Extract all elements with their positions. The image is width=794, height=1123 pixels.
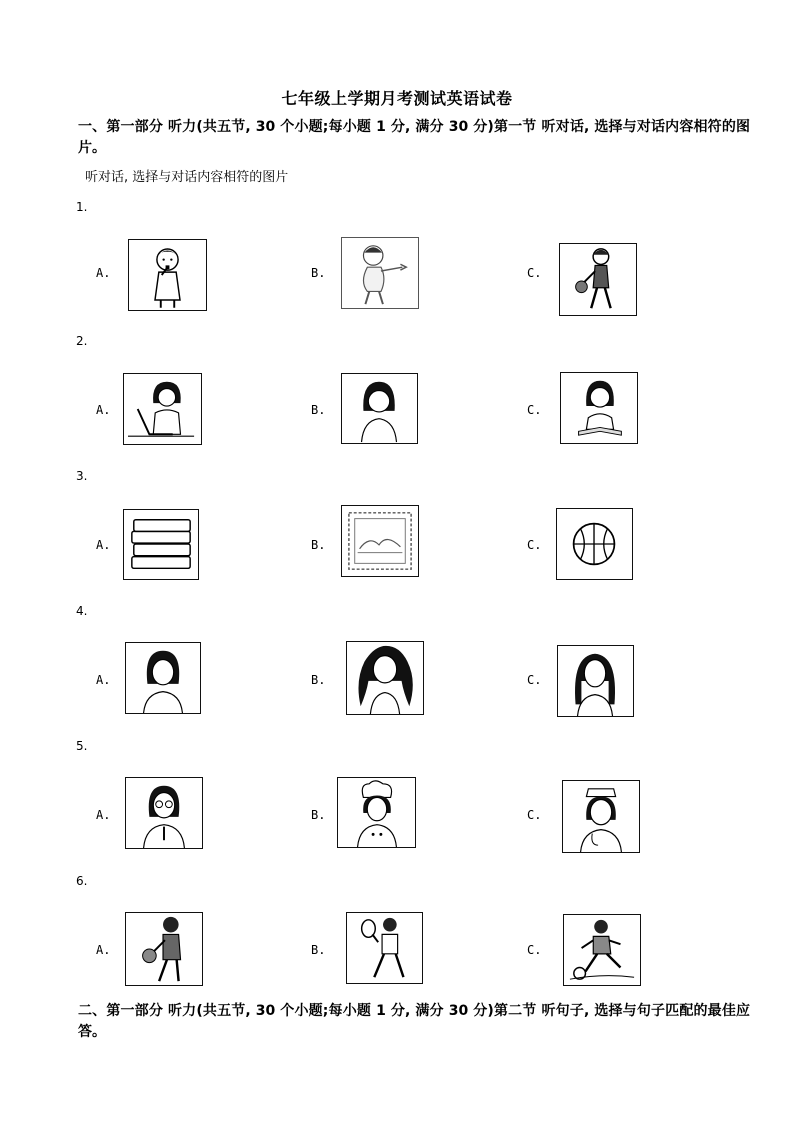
boy-pointing-icon xyxy=(342,238,418,308)
option-b-image[interactable] xyxy=(341,373,418,444)
option-a-label: A. xyxy=(96,403,111,417)
question-number: 5. xyxy=(76,739,88,753)
option-b-label: B. xyxy=(311,266,326,280)
chef-icon xyxy=(338,778,415,847)
girl-reading-book-icon xyxy=(561,373,637,443)
option-c-image[interactable] xyxy=(557,645,634,717)
option-b-label: B. xyxy=(311,808,326,822)
option-c-label: C. xyxy=(527,538,542,552)
boy-pointing-mouth-icon xyxy=(129,240,206,310)
option-c-image[interactable] xyxy=(563,914,641,986)
boy-dribbling-basketball-icon xyxy=(126,913,202,985)
section-one-heading: 一、第一部分 听力(共五节, 30 个小题;每小题 1 分, 满分 30 分)第一节 听对话, 选择与对话内容相符的图片。 xyxy=(78,119,750,156)
option-a-image[interactable] xyxy=(125,912,203,986)
option-a-image[interactable] xyxy=(123,509,199,580)
option-c-image[interactable] xyxy=(559,243,637,316)
option-c-image[interactable] xyxy=(556,508,633,580)
option-c-label: C. xyxy=(527,808,542,822)
option-b-label: B. xyxy=(311,403,326,417)
option-a-image[interactable] xyxy=(123,373,202,445)
option-a-label: A. xyxy=(96,808,111,822)
option-b-image[interactable] xyxy=(346,912,423,984)
section-two-heading: 二、第一部分 听力(共五节, 30 个小题;每小题 1 分, 满分 30 分)第二节 听句子, 选择与句子匹配的最佳应答。 xyxy=(78,1003,750,1040)
option-b-label: B. xyxy=(311,943,326,957)
instruction-text: 听对话, 选择与对话内容相符的图片 xyxy=(85,170,289,185)
boy-playing-tennis-icon xyxy=(347,913,422,983)
question-number: 6. xyxy=(76,874,88,888)
option-b-label: B. xyxy=(311,673,326,687)
option-b-image[interactable] xyxy=(341,237,419,309)
option-a-label: A. xyxy=(96,266,111,280)
nurse-icon xyxy=(563,781,639,852)
girl-using-laptop-icon xyxy=(124,374,201,444)
basketball-icon xyxy=(557,509,632,579)
question-number: 4. xyxy=(76,604,88,618)
long-hair-woman-icon xyxy=(558,646,633,716)
option-c-image[interactable] xyxy=(562,780,640,853)
page-title: 七年级上学期月考测试英语试卷 xyxy=(281,89,513,108)
teacher-with-glasses-icon xyxy=(126,778,202,848)
books-icon xyxy=(124,510,198,579)
option-c-label: C. xyxy=(527,266,542,280)
option-c-label: C. xyxy=(527,943,542,957)
question-number: 3. xyxy=(76,469,88,483)
question-number: 2. xyxy=(76,334,88,348)
option-a-image[interactable] xyxy=(128,239,207,311)
boy-playing-basketball-icon xyxy=(560,244,636,315)
option-b-image[interactable] xyxy=(346,641,424,715)
option-a-label: A. xyxy=(96,538,111,552)
option-b-image[interactable] xyxy=(337,777,416,848)
stamp-icon xyxy=(342,506,418,576)
option-c-label: C. xyxy=(527,403,542,417)
option-a-label: A. xyxy=(96,943,111,957)
option-a-label: A. xyxy=(96,673,111,687)
option-b-label: B. xyxy=(311,538,326,552)
option-a-image[interactable] xyxy=(125,777,203,849)
question-number: 1. xyxy=(76,200,88,214)
option-b-image[interactable] xyxy=(341,505,419,577)
girl-portrait-icon xyxy=(342,374,417,443)
short-hair-girl-icon xyxy=(126,643,200,713)
long-wavy-hair-woman-icon xyxy=(347,642,423,714)
boy-playing-soccer-icon xyxy=(564,915,640,985)
option-c-image[interactable] xyxy=(560,372,638,444)
option-a-image[interactable] xyxy=(125,642,201,714)
option-c-label: C. xyxy=(527,673,542,687)
